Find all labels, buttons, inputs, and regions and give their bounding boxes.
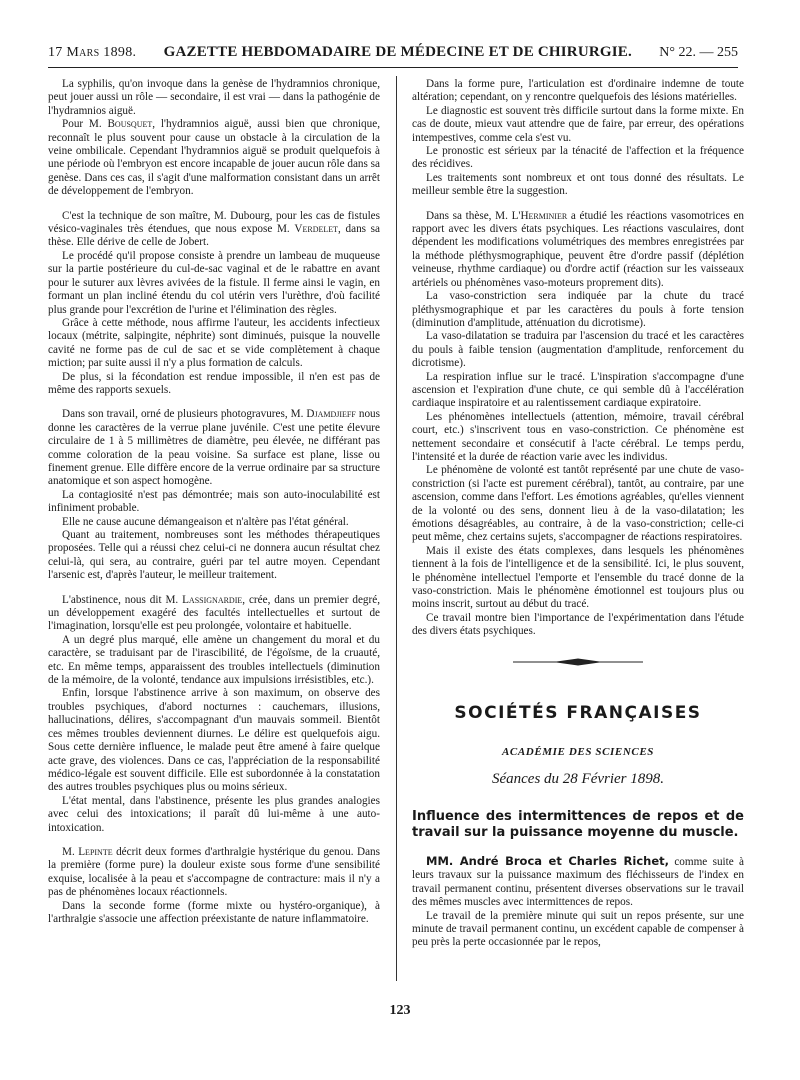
paragraph: La vaso-dilatation se traduira par l'ascension du tracé et les caractères du pouls à faible tension (augmentation d'amplitude, renforcement du dicrotisme). <box>412 330 744 370</box>
arthralgia-continued <box>412 78 744 199</box>
left-column <box>48 78 380 937</box>
section-ornament <box>412 657 744 667</box>
header-date: 17 Mars 1898. <box>48 45 137 60</box>
paragraph: La contagiosité n'est pas démontrée; mais son auto-inoculabilité est infiniment probable. <box>48 488 380 515</box>
paragraph: Les traitements sont nombreux et ont tous donné des résultats. Le meilleur semble être la suggestion. <box>412 171 744 198</box>
author-name: L'Herminier <box>511 209 568 222</box>
paragraph-text: Dans sa thèse, M. <box>426 209 508 222</box>
paragraph: La respiration influe sur le tracé. L'inspiration s'accompagne d'une ascension et l'expiration d'une chute, ce qui semble dû à l'accélération cardiaque inspiratoire et au ralentissement cardiaque expiratoire. <box>412 370 744 410</box>
issue-page-number: N° 22. — 255 <box>659 45 738 60</box>
paragraph-text: nous donne les caractères de la verrue plane juvénile. C'est une petite élevure circulaire de 1 à 5 millimètres de diamètre, peu élevée, ne différant pas comme coloration de la peau voisine. Sa surface est plane, lisse ou finement grenue. Elle diffère encore de la verrue ordinaire par sa structure anatomique et son aspect homogène. <box>48 408 380 488</box>
paragraph-text: décrit deux formes d'arthralgie hystérique du genou. Dans la première (forme pure) la douleur existe sous forme d'une sensibilité exquise, localisée à la peau et s'accompagne de contracture: mais il n'y a pas de phénomènes locaux réactionnels. <box>48 845 380 899</box>
paragraph-lead: Pour M. <box>62 118 102 131</box>
paragraph: L'état mental, dans l'abstinence, présente les plus grandes analogies avec celui des intoxications; il paraît dû lui-même à une auto-intoxication. <box>48 794 380 834</box>
paragraph: Elle ne cause aucune démangeaison et n'altère pas l'état général. <box>62 515 349 528</box>
author-name: Bousquet <box>107 118 153 131</box>
journal-title: GAZETTE HEBDOMADAIRE DE MÉDECINE ET DE CHIRURGIE. <box>163 44 632 60</box>
paragraph-text: C'est la technique de son maître, M. Dubourg, pour les cas de fistules vésico-vaginales très étendues, que nous expose M. <box>48 209 380 236</box>
paragraph-text: M. <box>62 845 75 858</box>
paragraph-text: Dans son travail, orné de plusieurs photogravures, M. <box>62 408 304 421</box>
paragraph: Le phénomène de volonté est tantôt représenté par une chute de vaso-constriction (si l'acte est purement cérébral), tantôt, au contraire, par une ascension, comme dans l'effort. Les émotions agréables, qu'elles viennent de la volonté ou des sens, donnent lieu à de la vaso-dilatation; les émotions désagréables, au contraire, à de la vaso-constriction; celle-ci peut même, chez certains sujets, s'accompagner de réactions respiratoires. <box>412 464 744 544</box>
wart-review <box>48 408 380 582</box>
arthralgia-review <box>48 846 380 926</box>
paragraph: La vaso-constriction sera indiquée par la chute du tracé pléthysmographique et par les caractères du pouls à forte tension (diminution d'amplitude, atténuation du dicrotisme). <box>412 290 744 329</box>
session-date: Séances du 28 Février 1898. <box>491 771 665 788</box>
paragraph-text: L'abstinence, nous dit M. <box>62 593 179 606</box>
paragraph <box>48 210 380 250</box>
paragraph <box>48 118 380 198</box>
paragraph: Dans la seconde forme (forme mixte ou hystéro-organique), à l'arthralgie s'associe une affection préexistante de nature inflammatoire. <box>48 899 380 925</box>
paragraph: A un degré plus marqué, elle amène un changement du moral et du caractère, se traduisant par de l'irascibilité, de l'égoïsme, de la cruauté, etc. En même temps, apparaissent des troubles intellectuels (diminution de la mémoire, de la volonté, tendance aux impulsions irrésistibles, etc.). <box>48 633 380 687</box>
column-divider <box>396 76 397 981</box>
fistula-review <box>48 210 380 398</box>
ornament-rule-icon <box>513 657 643 667</box>
article-title: Influence des intermittences de repos et de travail sur la puissance moyenne du muscle. <box>412 808 744 840</box>
paragraph: Enfin, lorsque l'abstinence arrive à son maximum, on observe des troubles psychiques, d'abord nocturnes : cauchemars, illusions, hallucinations, délires, s'accompagnant d'un mauvais sommeil. Bientôt ces mêmes troubles deviennent diurnes. Le délire est quelquefois aigu. Sous cette dernière influence, le malade peut être amené à faire quelque acte grave, des violences. Dans ce cas, l'appréciation de la responsabilité médico-légale est souvent difficile. Elle est subordonnée à la constatation des autres troubles psychiques plus ou moins sérieux. <box>48 687 380 794</box>
paragraph: Le procédé qu'il propose consiste à prendre un lambeau de muqueuse sur la partie postérieure du cul-de-sac vaginal et de le rabattre en avant pour le suturer aux lèvres avivées de la fistule. Il ferme ainsi le vagin, en formant un plan incliné étendu du col utérin vers l'urèthre, d'où facilité plus grande pour l'excrétion de l'urine et l'élimination des règles. <box>48 249 380 316</box>
paragraph <box>412 210 744 290</box>
page-number: 123 <box>389 1003 411 1018</box>
paragraph: Ce travail montre bien l'importance de l'expérimentation dans l'étude des divers états psychiques. <box>412 611 744 638</box>
paragraph: Le diagnostic est souvent très difficile surtout dans la forme mixte. En cas de doute, mieux vaut attendre que de faire, par erreur, des opérations intempestives, comme cela s'est vu. <box>412 104 744 144</box>
paragraph-text: , crée, dans un premier degré, un développement exagéré des facultés intellectuelles et surtout de l'imagination, lorsqu'elle est peu prolongée, volontaire et habituelle. <box>48 593 381 633</box>
paragraph-text: a étudié les réactions vasomotrices en rapport avec les divers états psychiques. Les réactions vasculaires, dont dépendent les modifications volumétriques des membres enregistrées par la méthode pléthysmographique, peuvent être d'ordre passif (déplétion veineuse, rhythme cardiaque) ou d'ordre actif (réaction sur les vaisseaux artériels ou phénomènes vaso-moteurs proprement dits). <box>412 209 744 289</box>
paragraph <box>48 408 380 488</box>
section-title: SOCIÉTÉS FRANÇAISES <box>454 702 702 723</box>
paragraph: Le pronostic est sérieux par la ténacité de l'affection et la fréquence des récidives. <box>412 145 744 171</box>
right-column <box>412 78 744 950</box>
author-name: Lassignardie <box>182 593 243 606</box>
author-name: Verdelet <box>294 223 339 236</box>
paragraph: Quant au traitement, nombreuses sont les méthodes thérapeutiques proposées. Telle qui a réussi chez celui-ci ne donnera aucun résultat chez celui-là, qui sera, au contraire, guéri par tel autre moyen. Cependant l'arsenic est, d'après l'auteur, le meilleur traitement. <box>48 529 380 582</box>
paragraph-text: comme suite à leurs travaux sur la puissance maximum des fléchisseurs de l'index en travail permanent continu, présentent diverses observations sur le travail des mêmes muscles avec intermittences de repos. <box>412 855 745 909</box>
paragraph <box>48 846 380 900</box>
hydramnios-review <box>48 78 380 199</box>
paragraph: La syphilis, qu'on invoque dans la genèse de l'hydramnios chronique, peut jouer aussi un rôle — secondaire, il est vrai — dans la pathogénie de l'hydramnios aiguë. <box>48 78 380 117</box>
paragraph: Mais il existe des états complexes, dans lesquels les phénomènes tiennent à la fois de l'intelligence et de la sensibilité. Ici, le plus souvent, le phénomène intellectuel l'emporte et l'ensemble du tracé donne de la vaso-constriction. Mais le phénomène émotionnel est toujours plus ou moins inscrit, surtout au début du tracé. <box>412 544 744 611</box>
article-byline <box>412 855 744 910</box>
author-name: Lepinte <box>78 845 113 858</box>
paragraph: De plus, si la fécondation est rendue impossible, il n'en est pas de même des rapports sexuels. <box>48 370 380 396</box>
paragraph: Le travail de la première minute qui suit un repos présente, sur une minute de travail permanent continu, un excédent capable de compenser à peu près la perte occasionnée par le repos, <box>412 909 744 949</box>
paragraph <box>48 594 380 634</box>
paragraph: Grâce à cette méthode, nous affirme l'auteur, les accidents infectieux locaux (métrite, salpingite, néphrite) sont diminués, puisque la nouvelle cavité ne forme pas de cul de sac et se vide complètement à chaque miction; par suite aussi il n'y a plus formation de calculs. <box>48 316 380 370</box>
paragraph: Dans la forme pure, l'articulation est d'ordinaire indemne de toute altération; cependant, on y rencontre quelquefois des lésions matérielles. <box>412 78 744 104</box>
paragraph: Les phénomènes intellectuels (attention, mémoire, travail cérébral court, etc.) s'inscrivent tous en vaso-constriction. Ce phénomène est nettement secondaire et consécutif à l'acte cérébral. Le temps perdu, l'intensité et la durée de réaction varie avec les individus. <box>412 410 744 463</box>
running-header <box>48 44 738 68</box>
author-names: MM. André Broca et Charles Richet, <box>426 853 670 868</box>
academy-heading: ACADÉMIE DES SCIENCES <box>502 746 654 759</box>
vasomotor-review <box>412 210 744 639</box>
paragraph-text: , dans sa thèse. Elle dérive de celle de Jobert. <box>48 223 380 249</box>
abstinence-review <box>48 594 380 835</box>
paragraph-text: , l'hydramnios aiguë, aussi bien que chronique, reconnaît le plus souvent pour cause un obstacle à la circulation de la veine ombilicale. Cependant l'hydramnios aiguë se produit quelquefois à une période où l'embryon est encore incapable de jouer aucun rôle dans sa genèse. Dans ces cas, il s'agit d'une malformation consistant dans un arrêt de développement de l'embryon. <box>48 118 381 198</box>
author-name: Djamdjieff <box>306 408 356 421</box>
